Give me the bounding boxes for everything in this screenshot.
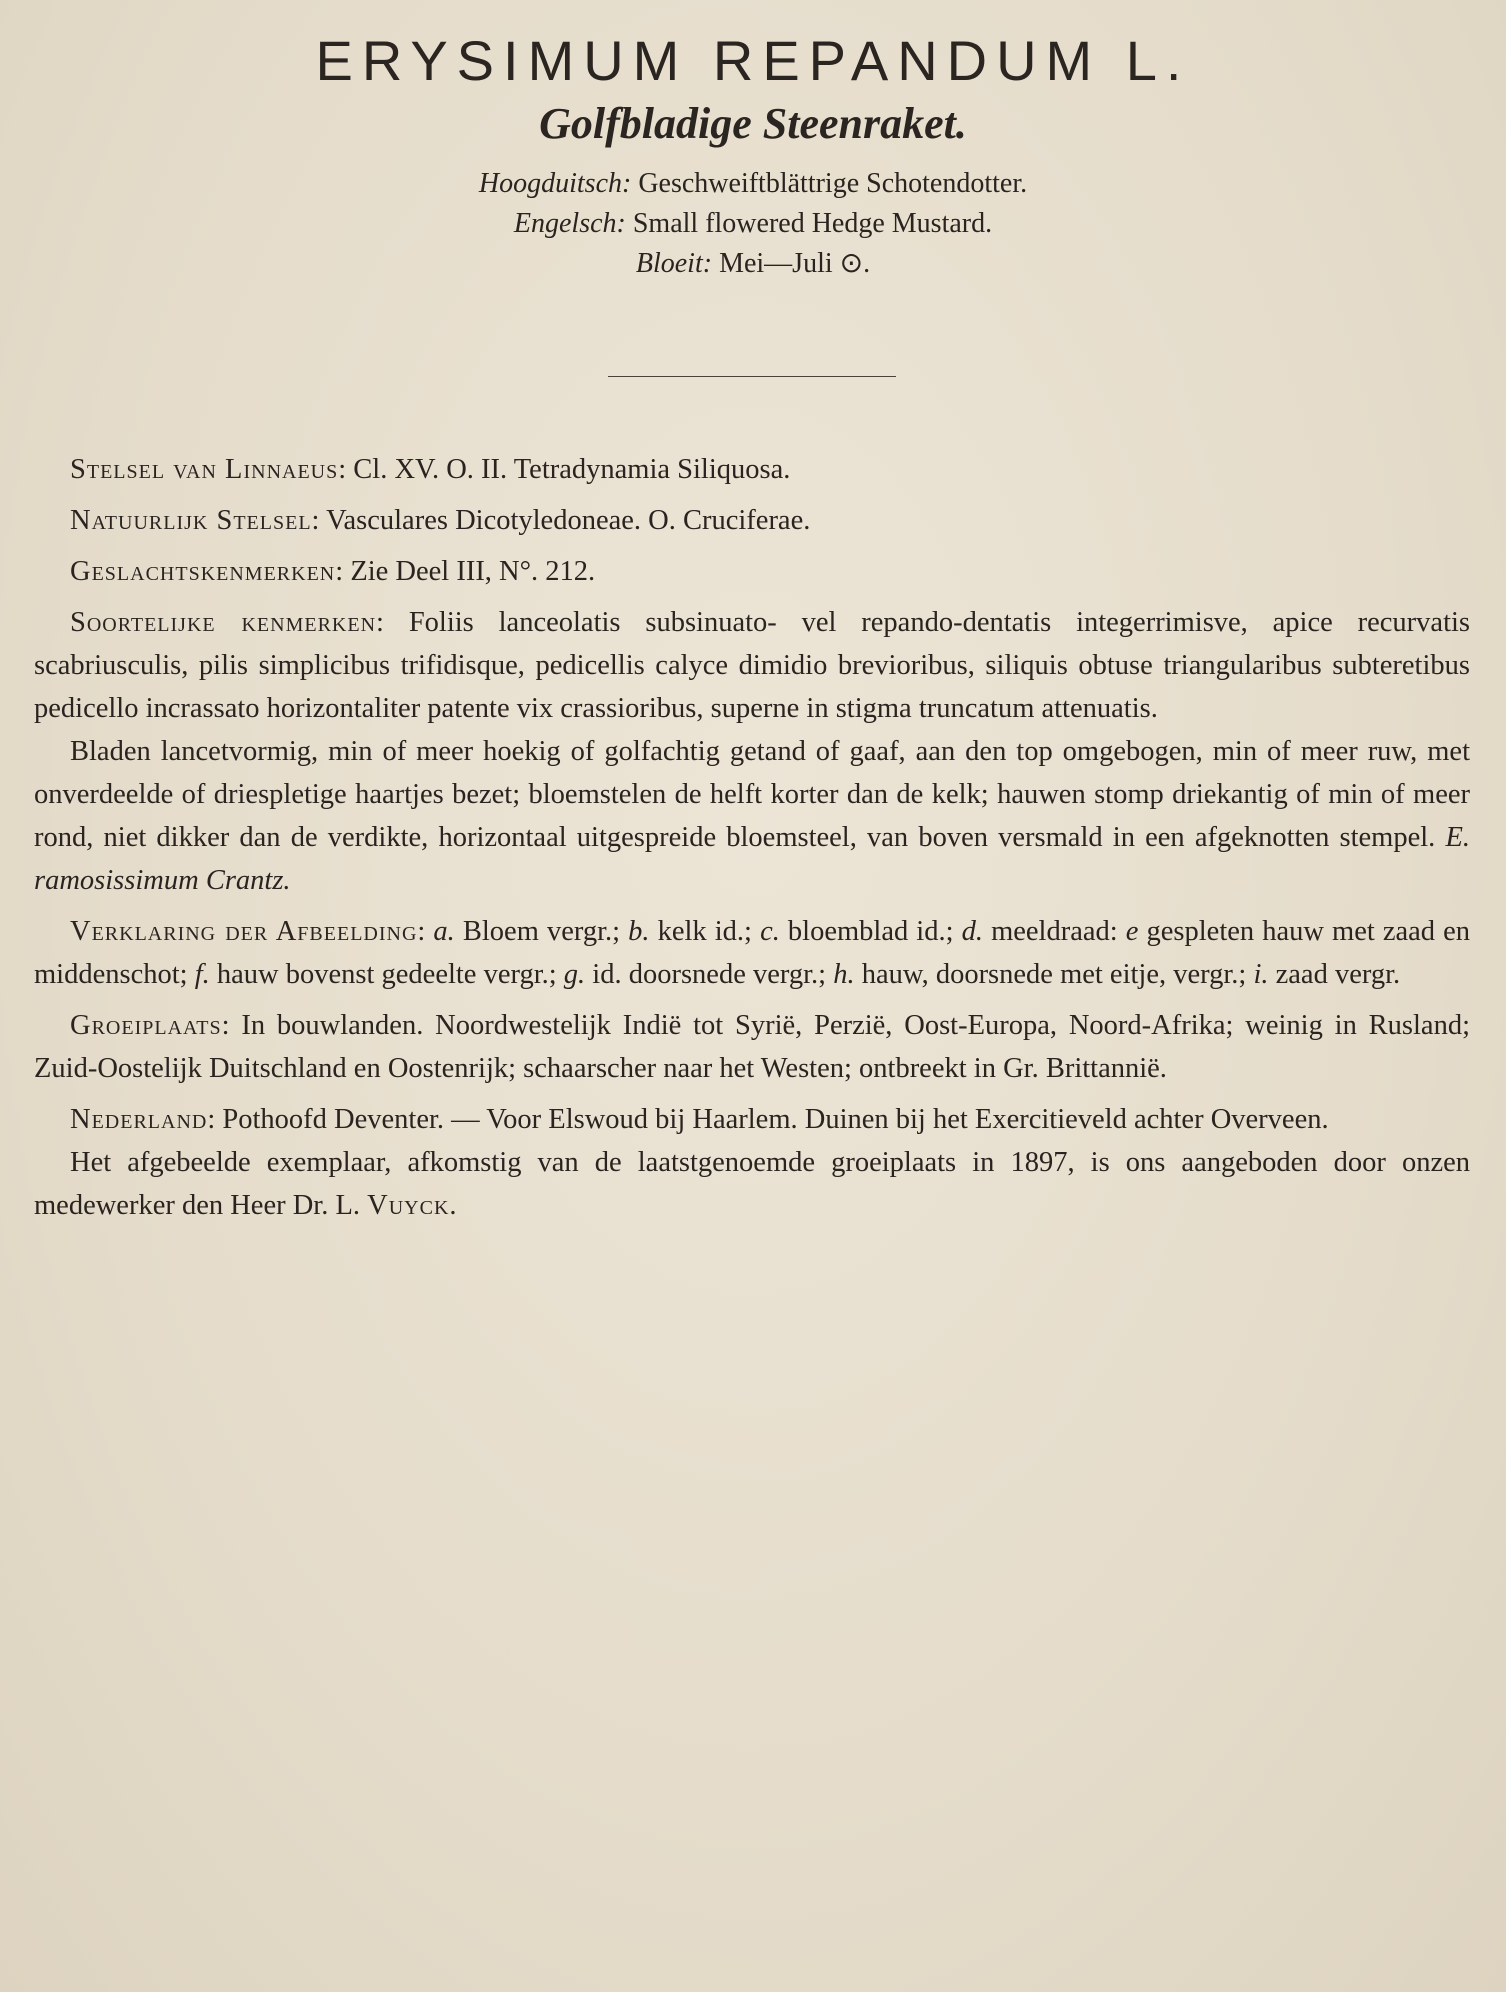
figure-item-letter: h. [833, 959, 855, 990]
genus-label: Geslachtskenmerken [70, 556, 336, 587]
figure-item-text: id. doorsnede vergr.; [585, 959, 827, 990]
figure-item-letter: g. [563, 959, 586, 990]
figure-item-text: gespleten hauw met zaad en middenschot; [34, 916, 1471, 990]
synonym: E. ramosissimum Crantz. [34, 822, 1471, 896]
dutch-description [34, 730, 1470, 902]
linnaeus-label: Stelsel van Linnaeus [70, 454, 339, 485]
figure-item [962, 916, 1118, 947]
figure-item-text: hauw, doorsnede met eitje, vergr.; [854, 959, 1247, 990]
german-name-row [0, 164, 1506, 204]
figure-item-text: Bloem vergr.; [454, 916, 621, 947]
figure-item-letter: c. [760, 916, 780, 947]
netherlands-text: Pothoofd Deventer. — Voor Elswoud bij Haarlem. Duinen bij het Exercitieveld achter Overveen. [222, 1104, 1329, 1135]
figure-item-text: meeldraad: [983, 916, 1118, 947]
habitat-section: Groeiplaats: In bouwlanden. Noordwestelijk Indië tot Syrië, Perzië, Oost-Europa, Noord-Afrika; weinig in Rusland; Zuid-Oostelijk Duitschland en Oostenrijk; schaarscher naar het Westen; ontbreekt in Gr. Brittannië. [34, 1010, 1470, 1084]
figure-item [1253, 959, 1400, 990]
figure-item-letter: i. [1253, 959, 1269, 990]
figure-item-letter: a. [433, 916, 455, 947]
common-names [0, 164, 1506, 284]
bloom-label: Bloeit: [635, 248, 713, 279]
natural-system-section: Natuurlijk Stelsel: Vasculares Dicotyledoneae. O. Cruciferae. [70, 505, 811, 536]
figure-item [760, 916, 953, 947]
figure-item-text: bloemblad id.; [779, 916, 954, 947]
figure-item [833, 959, 1246, 990]
specimen-note [34, 1141, 1470, 1227]
netherlands-section: Nederland: Pothoofd Deventer. — Voor Elswoud bij Haarlem. Duinen bij het Exercitieveld achter Overveen. [70, 1104, 1329, 1135]
figure-item [195, 959, 557, 990]
figure-item-text: hauw bovenst gedeelte vergr.; [209, 959, 557, 990]
figure-item-letter: e [1125, 916, 1139, 947]
page-header [0, 28, 1506, 284]
genus-text: Zie Deel III, N°. 212. [350, 556, 596, 587]
habitat-label: Groeiplaats [70, 1010, 222, 1041]
natural-system-text: Vasculares Dicotyledoneae. O. Cruciferae. [326, 505, 811, 536]
specimen-text: Het afgebeelde exemplaar, afkomstig van de laatstgenoemde groeiplaats in 1897, is ons aangeboden door onzen medewerker den Heer Dr. L. [34, 1147, 1470, 1221]
figure-item [628, 916, 752, 947]
figure-item-letter: d. [961, 916, 983, 947]
figure-item-letter: f. [194, 959, 210, 990]
natural-system-label: Natuurlijk Stelsel [70, 505, 312, 536]
figure-item [433, 916, 620, 947]
figure-item-text: kelk id.; [649, 916, 752, 947]
german-label: Hoogduitsch: [478, 168, 632, 199]
species-label: Soortelijke kenmerken [70, 607, 377, 638]
english-label: Engelsch: [513, 208, 626, 239]
linnaeus-text: Cl. XV. O. II. Tetradynamia Siliquosa. [353, 454, 791, 485]
species-section: Soortelijke kenmerken: Foliis lanceolatis subsinuato- vel repando-dentatis integerrimisve, apice recurvatis scabriusculis, pilis simplicibus trifidisque, pedicellis calyce dimidio brevioribus, siliquis obtuse triangularibus subteretibus pedicello incrassato horizontaliter patente vix crassioribus, superne in stigma truncatum attenuatis. [34, 607, 1470, 724]
figure-item-text: zaad vergr. [1268, 959, 1401, 990]
figure-item-letter: b. [628, 916, 650, 947]
figure-explanation-section: Verklaring der Afbeelding: a. Bloem vergr.; b. kelk id.; c. bloemblad id.; d. meeldraad: e gespleten hauw met zaad en middenschot; f. hauw bovenst gedeelte vergr.; g. id. doorsnede vergr.; h. hauw, doorsnede met eitje, vergr.; i. zaad vergr. [34, 916, 1471, 990]
bloom-value: Mei—Juli ⊙. [719, 248, 871, 279]
header-divider [608, 376, 896, 377]
page-title: ERYSIMUM REPANDUM L. [315, 29, 1191, 92]
english-name: Small flowered Hedge Mustard. [632, 208, 993, 239]
document-body [34, 448, 1470, 1235]
figure-item [564, 959, 826, 990]
specimen-name: Vuyck. [367, 1190, 458, 1221]
english-name-row [0, 204, 1506, 244]
species-text: Foliis lanceolatis subsinuato- vel repando-dentatis integerrimisve, apice recurvatis scabriusculis, pilis simplicibus trifidisque, pedicellis calyce dimidio brevioribus, siliquis obtuse triangularibus subteretibus pedicello incrassato horizontaliter patente vix crassioribus, superne in stigma truncatum attenuatis. [34, 607, 1470, 724]
bloom-row [0, 244, 1506, 284]
netherlands-label: Nederland [70, 1104, 208, 1135]
habitat-text: In bouwlanden. Noordwestelijk Indië tot Syrië, Perzië, Oost-Europa, Noord-Afrika; weinig in Rusland; Zuid-Oostelijk Duitschland en Oostenrijk; schaarscher naar het Westen; ontbreekt in Gr. Brittannië. [34, 1010, 1470, 1084]
page-subtitle: Golfbladige Steenraket. [539, 99, 967, 148]
dutch-description-text: Bladen lancetvormig, min of meer hoekig of golfachtig getand of gaaf, aan den top omgebogen, min of meer ruw, met onverdeelde of driespletige haartjes bezet; bloemstelen de helft korter dan de kelk; hauwen stomp driekantig of min of meer rond, niet dikker dan de verdikte, horizontaal uitgespreide bloemsteel, van boven versmald in een afgeknotten stempel. [34, 736, 1470, 853]
figure-explanation-label: Verklaring der Afbeelding [70, 916, 418, 947]
german-name: Geschweiftblättrige Schotendotter. [638, 168, 1028, 199]
genus-section: Geslachtskenmerken: Zie Deel III, N°. 212. [70, 556, 596, 587]
linnaeus-section: Stelsel van Linnaeus: Cl. XV. O. II. Tetradynamia Siliquosa. [70, 454, 791, 485]
